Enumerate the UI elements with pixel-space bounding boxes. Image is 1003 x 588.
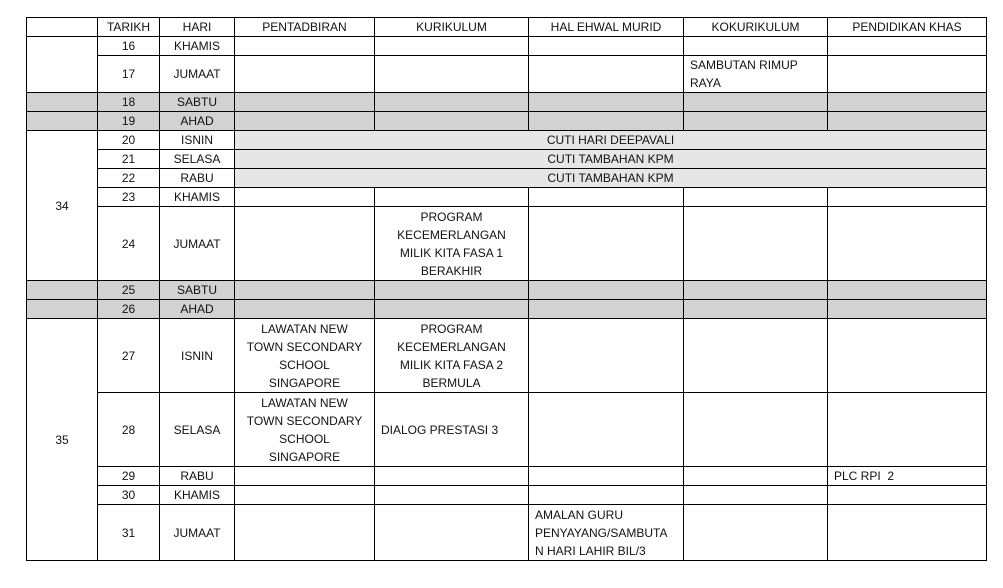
- pentadbiran-cell: LAWATAN NEW TOWN SECONDARY SCHOOL SINGAPORE: [235, 319, 375, 393]
- week-cell-blank: [27, 93, 98, 112]
- hem-cell: [529, 207, 684, 281]
- pentadbiran-cell: [235, 112, 375, 131]
- kokurikulum-cell: [684, 467, 828, 486]
- pendidikan-khas-cell: [828, 505, 987, 561]
- header-row: [27, 18, 987, 37]
- hari-cell: KHAMIS: [160, 188, 235, 207]
- kurikulum-cell: [375, 505, 529, 561]
- table-row: [27, 505, 987, 561]
- pendidikan-khas-cell: [828, 56, 987, 93]
- hari-cell: RABU: [160, 169, 235, 188]
- week-number-cell: 35: [27, 319, 98, 561]
- table-row: [27, 207, 987, 281]
- table-row: [27, 37, 987, 56]
- table-row: [27, 486, 987, 505]
- hari-cell: JUMAAT: [160, 207, 235, 281]
- table-row: [27, 300, 987, 319]
- kurikulum-cell: PROGRAM KECEMERLANGAN MILIK KITA FASA 2 BERMULA: [375, 319, 529, 393]
- hari-cell: SABTU: [160, 93, 235, 112]
- pendidikan-khas-cell: [828, 486, 987, 505]
- holiday-cell: CUTI TAMBAHAN KPM: [235, 150, 987, 169]
- header-kurikulum: KURIKULUM: [375, 18, 529, 37]
- hari-cell: AHAD: [160, 112, 235, 131]
- tarikh-cell: 28: [98, 393, 160, 467]
- week-number-cell: 34: [27, 131, 98, 281]
- kokurikulum-cell: [684, 505, 828, 561]
- hari-cell: RABU: [160, 467, 235, 486]
- hem-cell: [529, 93, 684, 112]
- kurikulum-cell: [375, 56, 529, 93]
- pendidikan-khas-cell: [828, 319, 987, 393]
- hari-cell: KHAMIS: [160, 37, 235, 56]
- holiday-cell: CUTI HARI DEEPAVALI: [235, 131, 987, 150]
- pendidikan-khas-cell: [828, 112, 987, 131]
- table-row: [27, 131, 987, 150]
- pendidikan-khas-cell: [828, 207, 987, 281]
- week-cell-blank: [27, 300, 98, 319]
- pentadbiran-cell: LAWATAN NEW TOWN SECONDARY SCHOOL SINGAPORE: [235, 393, 375, 467]
- kokurikulum-cell: [684, 188, 828, 207]
- hari-cell: ISNIN: [160, 131, 235, 150]
- kurikulum-cell: [375, 300, 529, 319]
- pentadbiran-cell: [235, 505, 375, 561]
- hem-cell: [529, 319, 684, 393]
- hem-cell: [529, 112, 684, 131]
- hari-cell: ISNIN: [160, 319, 235, 393]
- tarikh-cell: 31: [98, 505, 160, 561]
- table-row: [27, 112, 987, 131]
- hem-cell: [529, 56, 684, 93]
- pentadbiran-cell: [235, 300, 375, 319]
- tarikh-cell: 27: [98, 319, 160, 393]
- header-pentadbiran: PENTADBIRAN: [235, 18, 375, 37]
- kurikulum-cell: [375, 467, 529, 486]
- tarikh-cell: 30: [98, 486, 160, 505]
- tarikh-cell: 19: [98, 112, 160, 131]
- kokurikulum-cell: [684, 207, 828, 281]
- tarikh-cell: 23: [98, 188, 160, 207]
- pentadbiran-cell: [235, 207, 375, 281]
- week-cell-blank: [27, 281, 98, 300]
- pentadbiran-cell: [235, 37, 375, 56]
- hari-cell: SELASA: [160, 393, 235, 467]
- table-row: [27, 188, 987, 207]
- kokurikulum-cell: [684, 393, 828, 467]
- tarikh-cell: 16: [98, 37, 160, 56]
- table-row: [27, 281, 987, 300]
- week-cell-blank: [27, 112, 98, 131]
- table-row: [27, 319, 987, 393]
- tarikh-cell: 24: [98, 207, 160, 281]
- tarikh-cell: 18: [98, 93, 160, 112]
- pentadbiran-cell: [235, 467, 375, 486]
- school-calendar-table: [26, 17, 987, 561]
- pendidikan-khas-cell: [828, 37, 987, 56]
- hari-cell: JUMAAT: [160, 56, 235, 93]
- kokurikulum-cell: [684, 300, 828, 319]
- tarikh-cell: 26: [98, 300, 160, 319]
- header-hari: HARI: [160, 18, 235, 37]
- kurikulum-cell: [375, 281, 529, 300]
- table-row: [27, 93, 987, 112]
- hem-cell: [529, 300, 684, 319]
- pentadbiran-cell: [235, 188, 375, 207]
- pendidikan-khas-cell: [828, 300, 987, 319]
- hari-cell: SELASA: [160, 150, 235, 169]
- tarikh-cell: 29: [98, 467, 160, 486]
- holiday-cell: CUTI TAMBAHAN KPM: [235, 169, 987, 188]
- pentadbiran-cell: [235, 93, 375, 112]
- tarikh-cell: 17: [98, 56, 160, 93]
- kokurikulum-cell: [684, 319, 828, 393]
- table-row: [27, 150, 987, 169]
- kokurikulum-cell: [684, 93, 828, 112]
- kurikulum-cell: [375, 112, 529, 131]
- header-week: [27, 18, 98, 37]
- hari-cell: AHAD: [160, 300, 235, 319]
- kurikulum-cell: PROGRAM KECEMERLANGAN MILIK KITA FASA 1 BERAKHIR: [375, 207, 529, 281]
- kokurikulum-cell: [684, 281, 828, 300]
- kokurikulum-cell: SAMBUTAN RIMUP RAYA: [684, 56, 828, 93]
- tarikh-cell: 21: [98, 150, 160, 169]
- hem-cell: [529, 486, 684, 505]
- pentadbiran-cell: [235, 486, 375, 505]
- hari-cell: KHAMIS: [160, 486, 235, 505]
- week-cell-blank: [27, 37, 98, 93]
- kurikulum-cell: DIALOG PRESTASI 3: [375, 393, 529, 467]
- kurikulum-cell: [375, 37, 529, 56]
- pendidikan-khas-cell: [828, 93, 987, 112]
- tarikh-cell: 20: [98, 131, 160, 150]
- pendidikan-khas-cell: [828, 188, 987, 207]
- table-row: [27, 467, 987, 486]
- tarikh-cell: 25: [98, 281, 160, 300]
- pentadbiran-cell: [235, 281, 375, 300]
- hem-cell: [529, 188, 684, 207]
- header-hal-ehwal-murid: HAL EHWAL MURID: [529, 18, 684, 37]
- pentadbiran-cell: [235, 56, 375, 93]
- header-kokurikulum: KOKURIKULUM: [684, 18, 828, 37]
- kokurikulum-cell: [684, 112, 828, 131]
- hem-cell: [529, 281, 684, 300]
- hem-cell: [529, 37, 684, 56]
- hem-cell: AMALAN GURU PENYAYANG/SAMBUTA N HARI LAHIR BIL/3: [529, 505, 684, 561]
- pendidikan-khas-cell: PLC RPI 2: [828, 467, 987, 486]
- table-row: [27, 169, 987, 188]
- kokurikulum-cell: [684, 37, 828, 56]
- hari-cell: JUMAAT: [160, 505, 235, 561]
- kurikulum-cell: [375, 188, 529, 207]
- header-pendidikan-khas: PENDIDIKAN KHAS: [828, 18, 987, 37]
- kokurikulum-cell: [684, 486, 828, 505]
- pendidikan-khas-cell: [828, 393, 987, 467]
- hem-cell: [529, 393, 684, 467]
- hari-cell: SABTU: [160, 281, 235, 300]
- pendidikan-khas-cell: [828, 281, 987, 300]
- table-row: [27, 56, 987, 93]
- tarikh-cell: 22: [98, 169, 160, 188]
- table-row: [27, 393, 987, 467]
- header-tarikh: TARIKH: [98, 18, 160, 37]
- hem-cell: [529, 467, 684, 486]
- kurikulum-cell: [375, 93, 529, 112]
- kurikulum-cell: [375, 486, 529, 505]
